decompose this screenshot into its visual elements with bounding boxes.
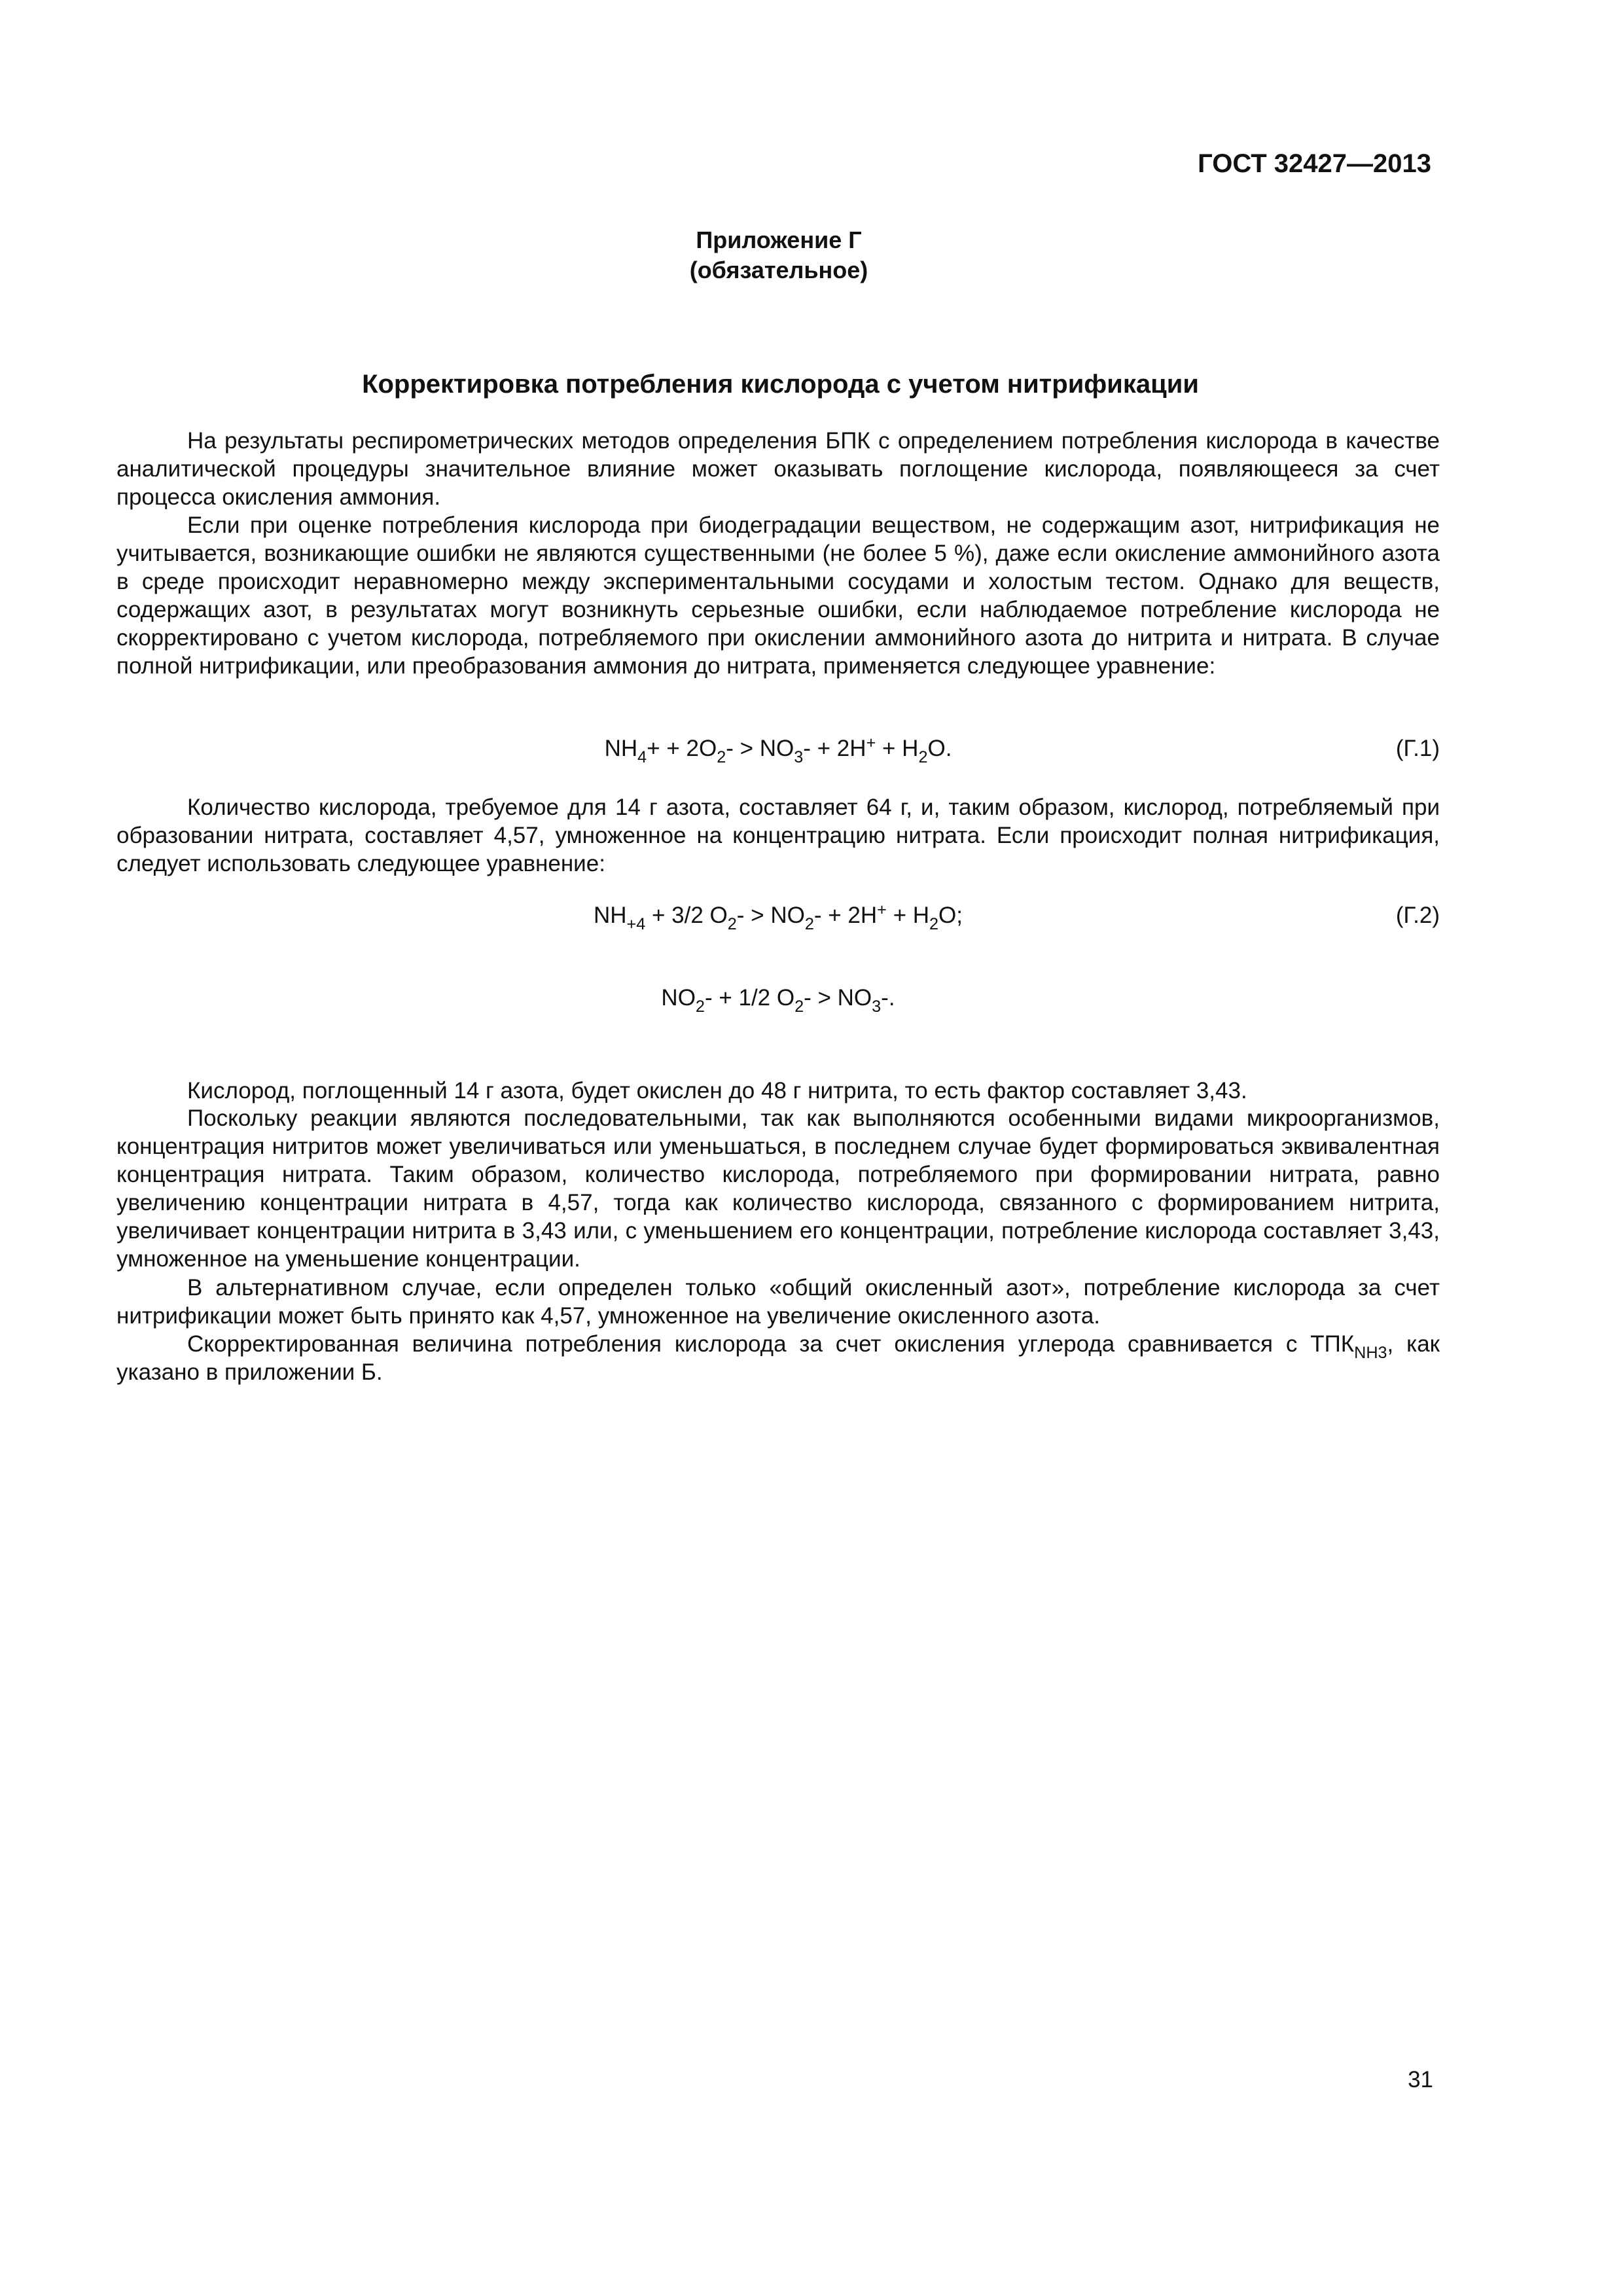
- equation-g1: [116, 736, 1440, 768]
- document-code: ГОСТ 32427—2013: [1198, 149, 1431, 178]
- equation-g1-number: (Г.1): [1395, 736, 1440, 761]
- equation-g1-formula: $NH_4+ + 2O_2- > NO_3- + 2H^+ + H_2O$.: [604, 734, 952, 766]
- paragraph-corrected-value: Скорректированная величина потребления кислорода за счет окисления углерода сравнивается с $ТПК_{NH3}$, как указано в приложении Б.: [116, 1331, 1440, 1385]
- paragraph-nitrite-factor: Кислород, поглощенный 14 г азота, будет окислен до 48 г нитрита, то есть фактор составляет 3,43.: [187, 1078, 1247, 1103]
- section-heading: Корректировка потребления кислорода с учетом нитрификации: [362, 370, 1199, 399]
- equation-g2-second-line: [116, 985, 1440, 1018]
- equation-g2: [116, 903, 1440, 935]
- annex-status: (обязательное): [689, 257, 868, 283]
- paragraph-alternative-case: В альтернативном случае, если определен только «общий окисленный азот», потребление кислорода за счет нитрификации может быть принято как 4,57, умноженное на увеличение окисленного азота.: [116, 1275, 1440, 1329]
- paragraph-nitrification-errors: Если при оценке потребления кислорода при биодеградации веществом, не содержащим азот, нитрификация не учитывается, возникающие ошибки не являются существенными (не более 5 %), даже если окисление аммонийного азота в среде происходит неравномерно между экспериментальными сосудами и холостым тестом. Однако для веществ, содержащих азот, в результатах могут возникнуть серьезные ошибки, если наблюдаемое потребление кислорода не скорректировано с учетом кислорода, потребляемого при окислении аммонийного азота до нитрита и нитрата. В случае полной нитрификации, или преобразования аммония до нитрата, применяется следующее уравнение:: [116, 512, 1440, 679]
- page-number: 31: [1408, 2067, 1433, 2092]
- paragraph-sequential-reactions: Поскольку реакции являются последовательными, так как выполняются особенными видами микроорганизмов, концентрация нитритов может увеличиваться или уменьшаться, в последнем случае будет формироваться эквивалентная концентрация нитрата. Таким образом, количество кислорода, потребляемого при формировании нитрата, равно увеличению концентрации нитрата в 4,57, тогда как количество кислорода, связанного с формированием нитрита, увеличивает концентрации нитрита в 3,43 или, с уменьшением его концентрации, потребление кислорода составляет 3,43, умноженное на уменьшение концентрации.: [116, 1105, 1440, 1272]
- equation-g2-number: (Г.2): [1395, 903, 1440, 928]
- annex-title: Приложение Г: [696, 226, 862, 253]
- equation-g2-second-formula: $NO_2- + 1/2$ $O_2- > NO_3-$.: [661, 985, 895, 1016]
- equation-g2-formula: $NH_{+4} + 3/2$ $O_2- > NO_2- + 2H^+ + H_2O$;: [593, 901, 963, 933]
- paragraph-oxygen-amount: Количество кислорода, требуемое для 14 г азота, составляет 64 г, и, таким образом, кислород, потребляемый при образовании нитрата, составляет 4,57, умноженное на концентрацию нитрата. Если происходит полная нитрификация, следует использовать следующее уравнение:: [116, 795, 1440, 876]
- paragraph-intro: На результаты респирометрических методов определения БПК с определением потребления кислорода в качестве аналитической процедуры значительное влияние может оказывать поглощение кислорода, появляющееся за счет процесса окисления аммония.: [116, 428, 1440, 510]
